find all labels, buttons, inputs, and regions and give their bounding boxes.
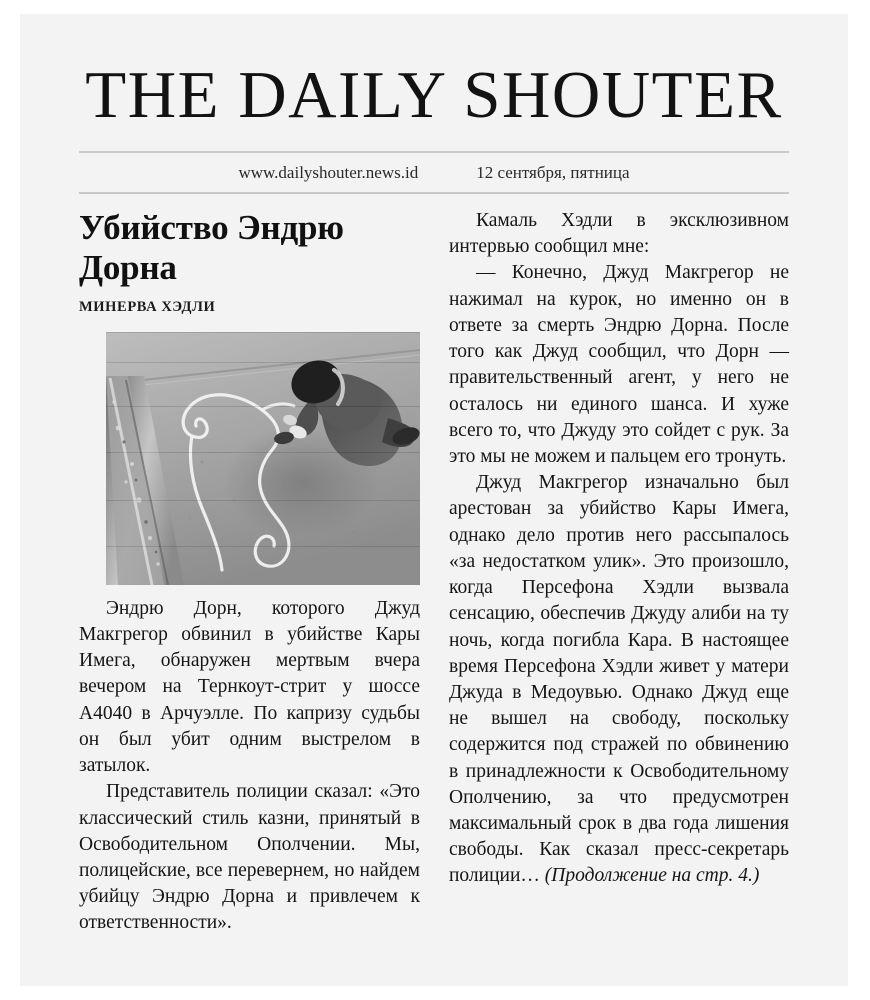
column-left <box>79 208 420 937</box>
right-paragraph-1: Камаль Хэдли в эксклюзивном интервью сообщил мне: <box>449 210 789 258</box>
right-paragraph-2: — Конечно, Джуд Макгрегор не нажимал на курок, но именно он в ответе за смерть Эндрю Дорна. После того как Джуд сообщил, что Дорн — правительственный агент, у него не осталось ни единого шанса. И хуже всего то, что Джуду это сойдет с рук. За это мы не можем и пальцем его тронуть. <box>449 262 789 467</box>
left-paragraph-2: Представитель полиции сказал: «Это классический стиль казни, принятый в Освободительном Ополчении. Мы, полицейские, все перевернем, но найдем убийцу Эндрю Дорна и привлечем к ответственности». <box>79 781 420 934</box>
newspaper-page <box>20 14 848 986</box>
article-photo-block <box>79 332 420 585</box>
masthead <box>20 14 848 132</box>
website-url[interactable]: www.dailyshouter.news.id <box>238 163 419 182</box>
column-right <box>449 208 789 890</box>
masthead-title: THE DAILY SHOUTER <box>85 58 783 132</box>
article-columns <box>79 194 789 937</box>
article-headline: Убийство Эндрю Дорна <box>79 208 344 287</box>
left-paragraph-1: Эндрю Дорн, которого Джуд Макгрегор обвинил в убийстве Кары Имега, обнаружен мертвым вчера вечером на Тернкоут-стрит у шоссе A4040 в Арчуэлле. По капризу судьбы он был убит одним выстрелом в затылок. <box>79 597 420 777</box>
right-paragraph-3 <box>449 470 789 890</box>
article-photo <box>106 332 420 585</box>
issue-date: 12 сентября, пятница <box>476 163 630 182</box>
continuation-note: (Продолжение на стр. 4.) <box>544 865 760 887</box>
masthead-infoline <box>79 153 789 192</box>
article-byline: МИНЕРВА ХЭДЛИ <box>79 298 216 315</box>
right-paragraph-3-text: Джуд Макгрегор изначально был арестован за убийство Кары Имега, однако дело против него рассыпалось «за недостатком улик». Это произошло, когда Персефона Хэдли вызвала сенсацию, обеспечив Джуду алиби на ту ночь, когда погибла Кара. В настоящее время Персефона Хэдли живет у матери Джуда в Медоувью. Однако Джуд еще не вышел на свободу, поскольку содержится под стражей по обвинению в принадлежности к Освободительному Ополчению, за что предусмотрен максимальный срок в два года лишения свободы. Как сказал пресс-секретарь полиции… <box>449 472 789 887</box>
